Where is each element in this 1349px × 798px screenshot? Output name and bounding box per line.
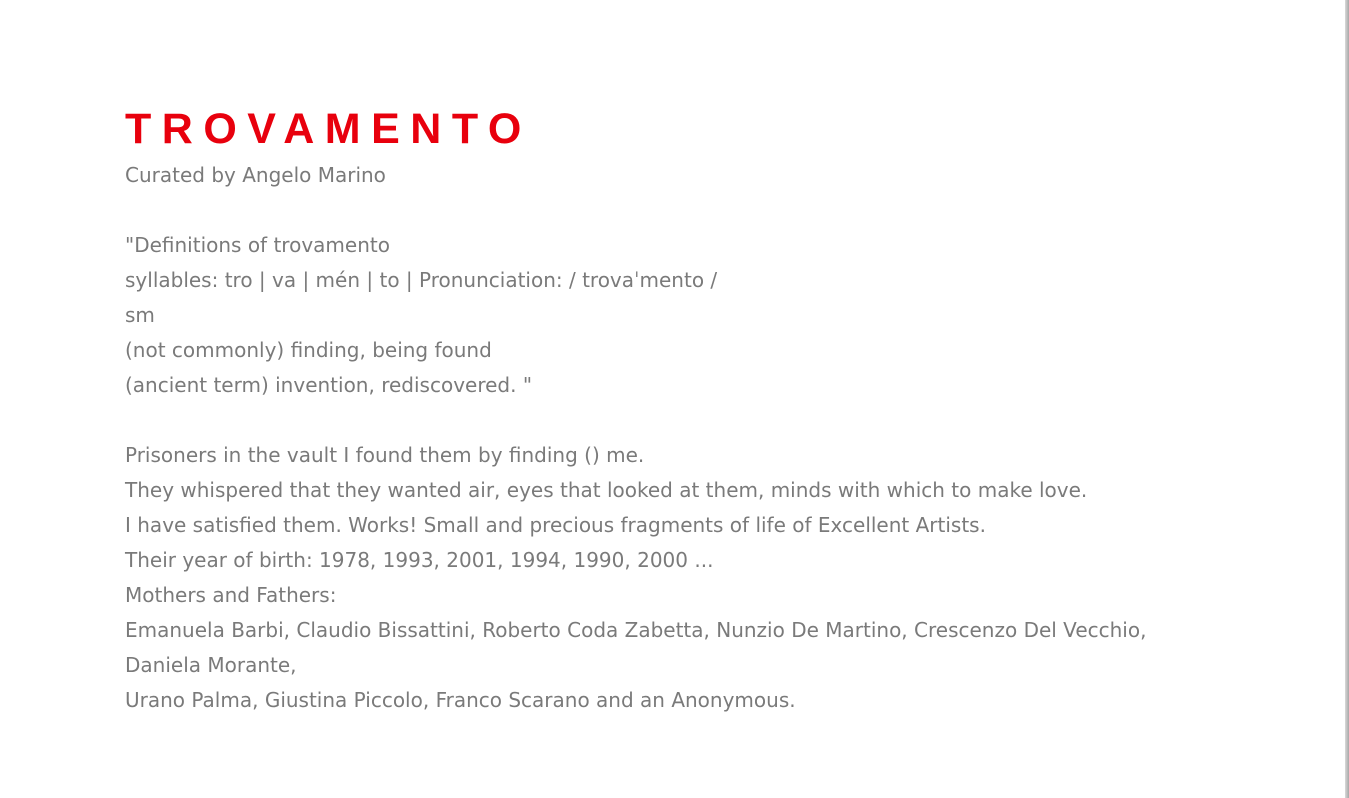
document-title: TROVAMENTO [125,105,532,153]
body-line: They whispered that they wanted air, eyes that looked at them, minds with which to make love. [125,478,1088,502]
definition-line: (not commonly) finding, being found [125,338,492,362]
definition-line: syllables: tro | va | mén | to | Pronunciation: / trovaˈmento / [125,268,718,292]
definition-line: (ancient term) invention, rediscovered. " [125,373,533,397]
curator-line: Curated by Angelo Marino [125,163,386,187]
definition-line: sm [125,303,155,327]
paragraph-gap [125,193,1305,228]
body-line: Emanuela Barbi, Claudio Bissattini, Roberto Coda Zabetta, Nunzio De Martino, Crescenzo Del Vecchio, [125,618,1147,642]
body-line: Their year of birth: 1978, 1993, 2001, 1994, 1990, 2000 ... [125,548,714,572]
body-line: Prisoners in the vault I found them by finding () me. [125,443,645,467]
body-block [125,438,1305,718]
paragraph-gap [125,403,1305,438]
body-line: Urano Palma, Giustina Piccolo, Franco Scarano and an Anonymous. [125,688,796,712]
document-content [125,100,1305,718]
definition-block [125,228,1305,403]
body-line: Mothers and Fathers: [125,583,337,607]
definition-line: "Definitions of trovamento [125,233,390,257]
page-edge-shadow [1345,0,1349,798]
body-line: I have satisfied them. Works! Small and precious fragments of life of Excellent Artists. [125,513,986,537]
body-line: Daniela Morante, [125,653,297,677]
